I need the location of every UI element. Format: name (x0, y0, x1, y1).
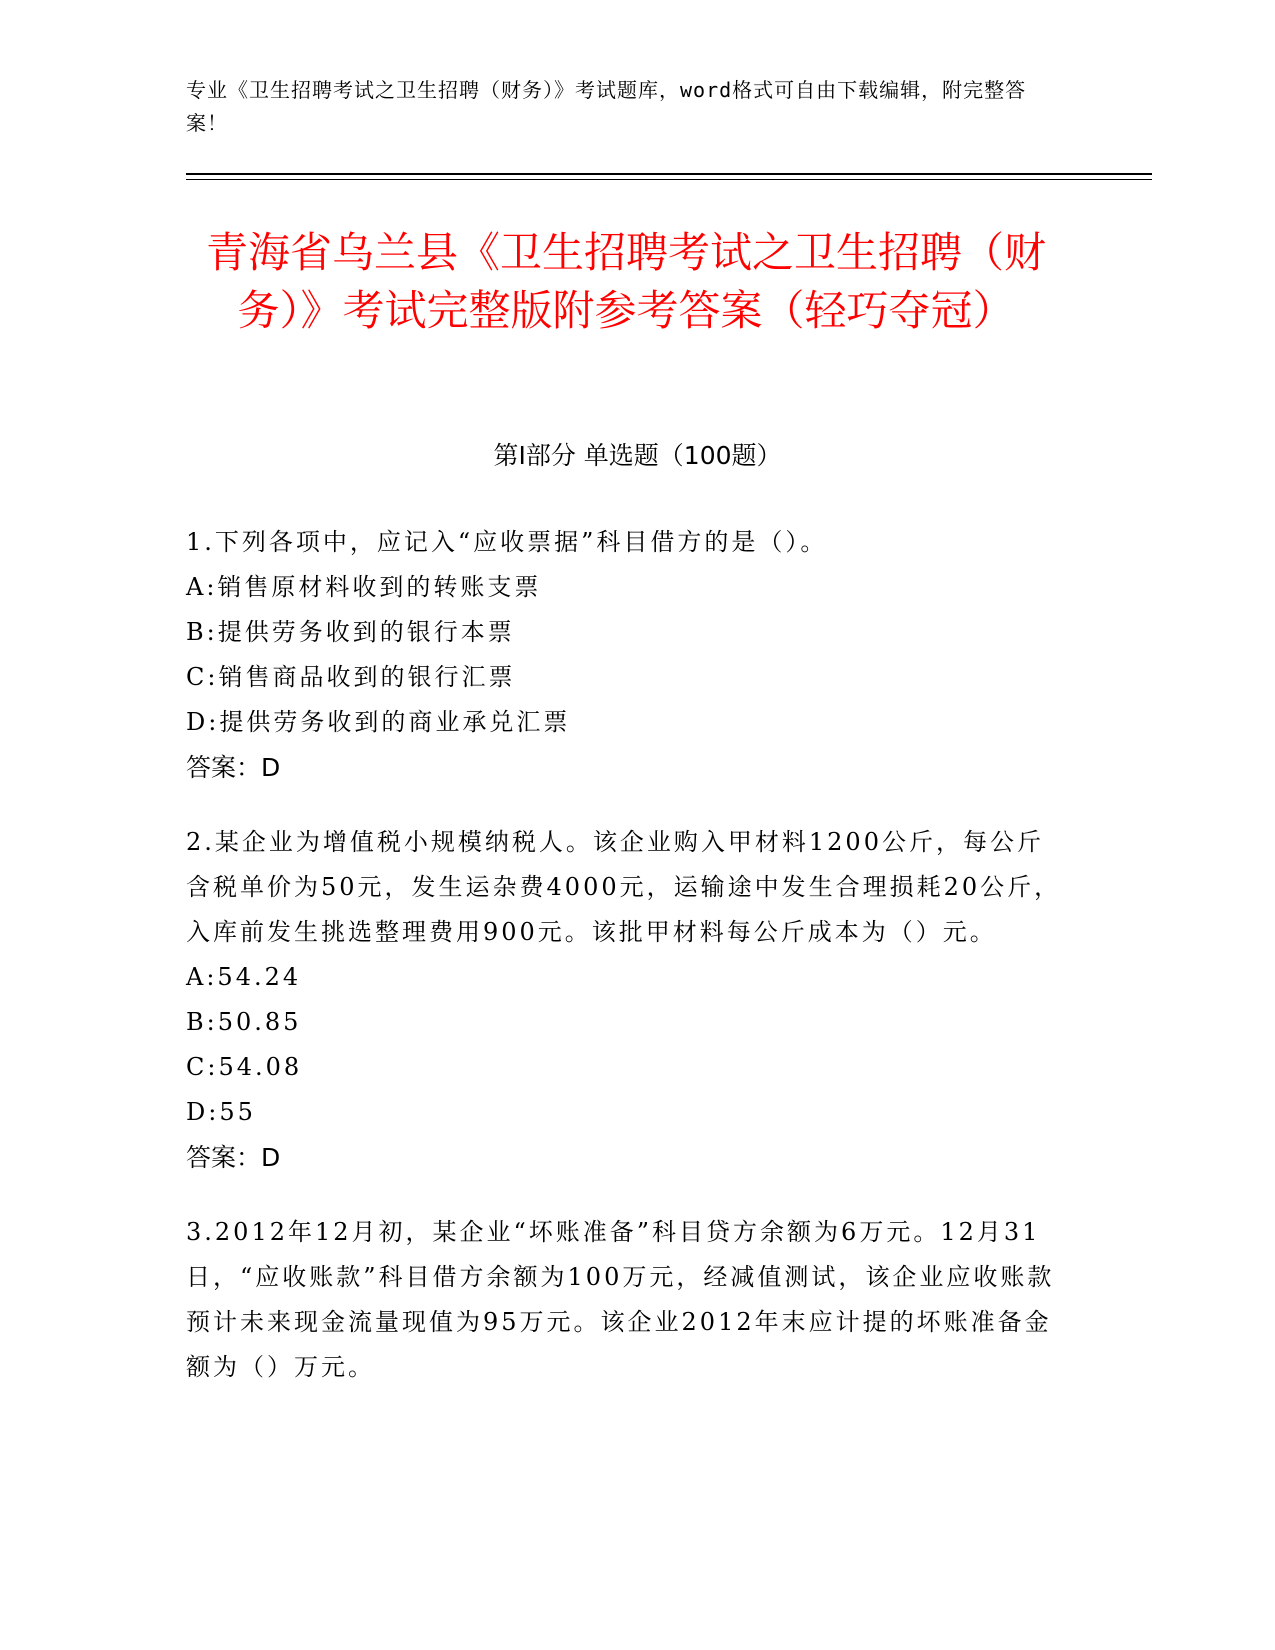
answer: 答案：D (186, 1143, 281, 1172)
document-title: 青海省乌兰县《卫生招聘考试之卫生招聘（财务）》考试完整版附参考答案（轻巧夺冠） (205, 228, 1046, 335)
question-3 (186, 1210, 1066, 1390)
answer: 答案：D (186, 753, 281, 782)
option-d: D:提供劳务收到的商业承兑汇票 (186, 708, 571, 736)
question-stem: 3.2012年12月初，某企业“坏账准备”科目贷方余额为6万元。12月31日，“应收账款”科目借方余额为100万元，经减值测试，该企业应收账款预计未来现金流量现值为95万元。该企业2012年末应计提的坏账准备金额为（）万元。 (186, 1218, 1055, 1381)
question-2 (186, 820, 1066, 1180)
question-stem: 2.某企业为增值税小规模纳税人。该企业购入甲材料1200公斤，每公斤含税单价为50元，发生运杂费4000元，运输途中发生合理损耗20公斤，入库前发生挑选整理费用900元。该批甲材料每公斤成本为（）元。 (186, 828, 1062, 946)
option-b: B:50.85 (186, 1008, 302, 1036)
option-c: C:54.08 (186, 1053, 303, 1081)
question-stem: 1.下列各项中，应记入“应收票据”科目借方的是（）。 (186, 528, 828, 556)
question-1 (186, 520, 1066, 790)
option-d: D:55 (186, 1098, 256, 1126)
header-divider-thick (186, 173, 1152, 175)
header-note: 专业《卫生招聘考试之卫生招聘（财务）》考试题库，word格式可自由下载编辑，附完整答案！ (186, 78, 1027, 135)
option-c: C:销售商品收到的银行汇票 (186, 663, 516, 691)
question-list (186, 520, 1066, 1420)
header-divider-thin (186, 179, 1152, 180)
section-heading: 第I部分 单选题（100题） (493, 441, 782, 470)
option-a: A:销售原材料收到的转账支票 (186, 573, 542, 601)
option-a: A:54.24 (186, 963, 302, 991)
option-b: B:提供劳务收到的银行本票 (186, 618, 515, 646)
